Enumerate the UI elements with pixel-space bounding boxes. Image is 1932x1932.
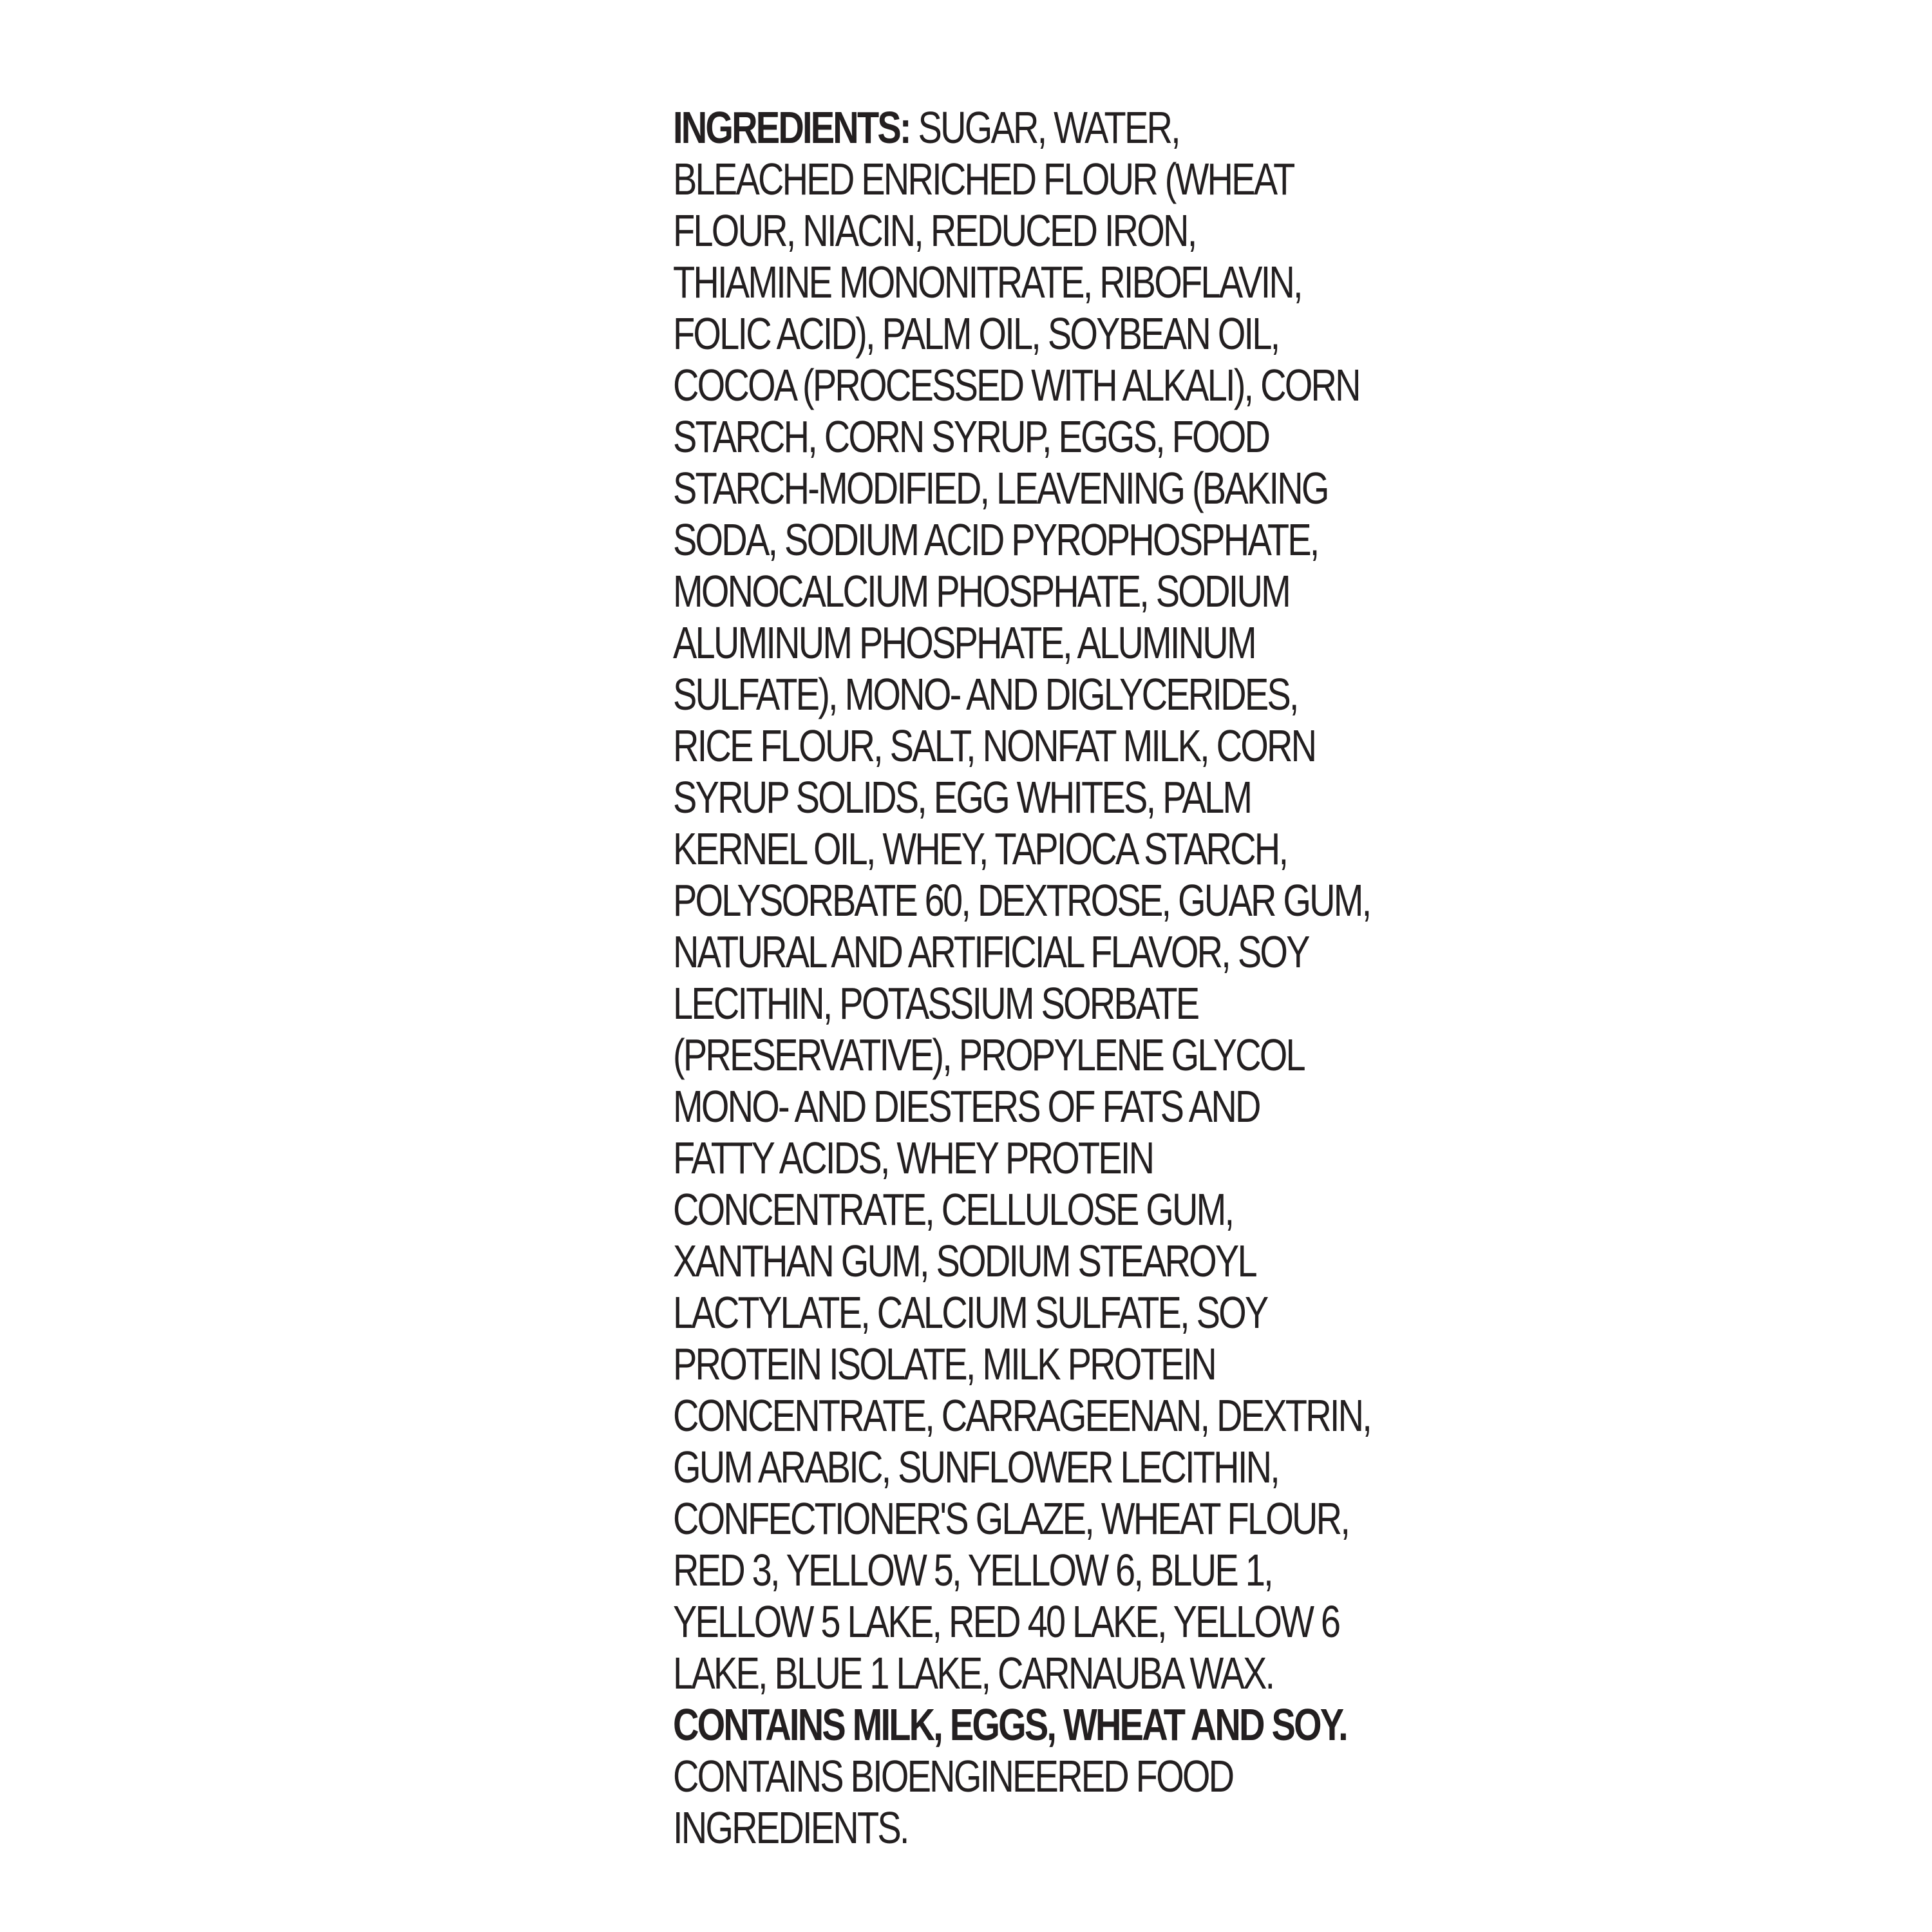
ingredients-line: SULFATE), MONO- AND DIGLYCERIDES, xyxy=(673,669,1298,719)
ingredients-line: STARCH-MODIFIED, LEAVENING (BAKING xyxy=(673,463,1328,513)
ingredients-line: PROTEIN ISOLATE, MILK PROTEIN xyxy=(673,1339,1215,1389)
ingredients-line: COCOA (PROCESSED WITH ALKALI), CORN xyxy=(673,360,1359,410)
ingredients-line: FLOUR, NIACIN, REDUCED IRON, xyxy=(673,205,1196,256)
ingredients-line: MONO- AND DIESTERS OF FATS AND xyxy=(673,1081,1260,1132)
ingredients-text: SUGAR, WATER, xyxy=(909,102,1179,153)
ingredients-line: POLYSORBATE 60, DEXTROSE, GUAR GUM, xyxy=(673,875,1370,925)
ingredients-line: FOLIC ACID), PALM OIL, SOYBEAN OIL, xyxy=(673,308,1279,359)
ingredients-line: LAKE, BLUE 1 LAKE, CARNAUBA WAX. xyxy=(673,1648,1274,1698)
ingredients-line: THIAMINE MONONITRATE, RIBOFLAVIN, xyxy=(673,257,1302,307)
ingredients-line: (PRESERVATIVE), PROPYLENE GLYCOL xyxy=(673,1030,1304,1080)
bioengineered-statement-line-2: INGREDIENTS. xyxy=(673,1803,908,1853)
ingredients-panel xyxy=(673,102,1370,1853)
ingredients-heading: INGREDIENTS: xyxy=(673,102,910,153)
ingredients-line: CONFECTIONER'S GLAZE, WHEAT FLOUR, xyxy=(673,1493,1349,1544)
ingredients-line: RICE FLOUR, SALT, NONFAT MILK, CORN xyxy=(673,721,1316,771)
ingredients-line: RED 3, YELLOW 5, YELLOW 6, BLUE 1, xyxy=(673,1545,1272,1595)
ingredients-line-1 xyxy=(673,102,1179,153)
ingredients-list xyxy=(673,153,1370,1699)
ingredients-line: LACTYLATE, CALCIUM SULFATE, SOY xyxy=(673,1287,1267,1338)
ingredients-line: NATURAL AND ARTIFICIAL FLAVOR, SOY xyxy=(673,927,1309,977)
ingredients-line: KERNEL OIL, WHEY, TAPIOCA STARCH, xyxy=(673,824,1287,874)
bioengineered-statement-line-1: CONTAINS BIOENGINEERED FOOD xyxy=(673,1751,1233,1801)
ingredients-line: MONOCALCIUM PHOSPHATE, SODIUM xyxy=(673,566,1289,616)
ingredients-line: GUM ARABIC, SUNFLOWER LECITHIN, xyxy=(673,1442,1278,1492)
allergen-statement: CONTAINS MILK, EGGS, WHEAT AND SOY. xyxy=(673,1700,1347,1750)
ingredients-line: YELLOW 5 LAKE, RED 40 LAKE, YELLOW 6 xyxy=(673,1596,1340,1647)
ingredients-line: LECITHIN, POTASSIUM SORBATE xyxy=(673,978,1198,1028)
ingredients-line: CONCENTRATE, CELLULOSE GUM, xyxy=(673,1184,1233,1235)
ingredients-line: SODA, SODIUM ACID PYROPHOSPHATE, xyxy=(673,515,1318,565)
ingredients-line: XANTHAN GUM, SODIUM STEAROYL xyxy=(673,1236,1256,1286)
ingredients-line: SYRUP SOLIDS, EGG WHITES, PALM xyxy=(673,772,1251,822)
ingredients-line: ALUMINUM PHOSPHATE, ALUMINUM xyxy=(673,618,1255,668)
ingredients-line: CONCENTRATE, CARRAGEENAN, DEXTRIN, xyxy=(673,1390,1370,1441)
ingredients-line: STARCH, CORN SYRUP, EGGS, FOOD xyxy=(673,412,1269,462)
ingredients-line: BLEACHED ENRICHED FLOUR (WHEAT xyxy=(673,154,1294,204)
ingredients-line: FATTY ACIDS, WHEY PROTEIN xyxy=(673,1133,1153,1183)
